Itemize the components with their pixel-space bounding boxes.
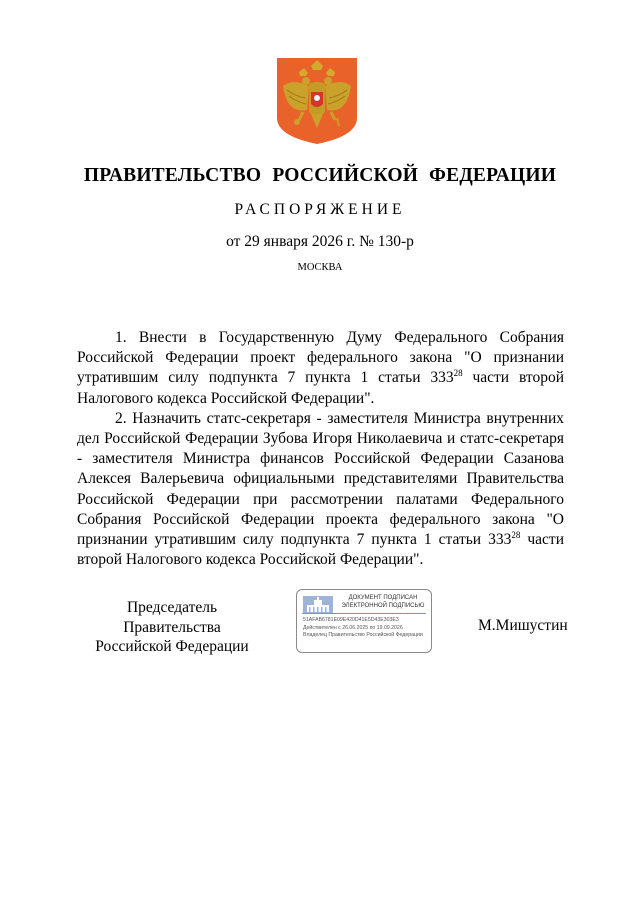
stamp-title — [335, 595, 431, 610]
stamp-validity: Действителен с 26.06.2025 по 19.09.2026 — [303, 625, 403, 631]
signatory-position-line-2: Российской Федерации — [95, 638, 249, 655]
government-building-icon — [303, 596, 333, 614]
electronic-signature-stamp — [296, 589, 432, 653]
item-1-text-b: части второй Налогового кодекса Российской Федерации". — [77, 369, 564, 407]
document-city: МОСКВА — [297, 262, 343, 273]
item-2-superscript: 28 — [511, 529, 521, 540]
item-1-text-a: 1. Внести в Государственную Думу Федерального Собрания Российской Федерации проект федерального закона "О признании утратившим силу подпункта 7 пункта 1 статьи 333 — [77, 329, 564, 387]
signatory-name: М.Мишустин — [478, 617, 568, 634]
document-body — [77, 328, 564, 570]
organization-title: ПРАВИТЕЛЬСТВО РОССИЙСКОЙ ФЕДЕРАЦИИ — [83, 165, 557, 186]
document-date-number: от 29 января 2026 г. № 130-р — [226, 233, 414, 250]
item-2-text-a: 2. Назначить статс-секретаря - заместителя Министра внутренних дел Российской Федерации Зубова Игоря Николаевича и статс-секретаря - заместителя Министра финансов Российской Федерации Сазанова Алексея Валерьевича официальными представителями Правительства Российской Федерации при рассмотрении палатами Федерального Собрания Российской Федерации проекта федерального закона "О признании утратившим силу подпункта 7 пункта 1 статьи 333 — [77, 409, 564, 549]
item-1-superscript: 28 — [453, 368, 463, 379]
signatory-position — [77, 598, 267, 657]
coat-of-arms-icon — [275, 56, 359, 146]
stamp-title-line-2: ЭЛЕКТРОННОЙ ПОДПИСЬЮ — [341, 602, 425, 609]
signatory-position-line-1: Председатель Правительства — [123, 599, 221, 636]
stamp-title-line-1: ДОКУМЕНТ ПОДПИСАН — [348, 595, 418, 601]
order-item-1 — [77, 328, 564, 409]
stamp-owner: Владелец Правительство Российской Федерации — [303, 632, 423, 638]
document-type: РАСПОРЯЖЕНИЕ — [234, 201, 406, 218]
stamp-certificate: 51AFAB6781E09E420D41E5D43E303E3 — [303, 617, 399, 623]
stamp-divider — [302, 613, 426, 614]
order-item-2 — [77, 409, 564, 571]
item-2-text-b: части второй Налогового кодекса Российской Федерации". — [77, 531, 564, 569]
